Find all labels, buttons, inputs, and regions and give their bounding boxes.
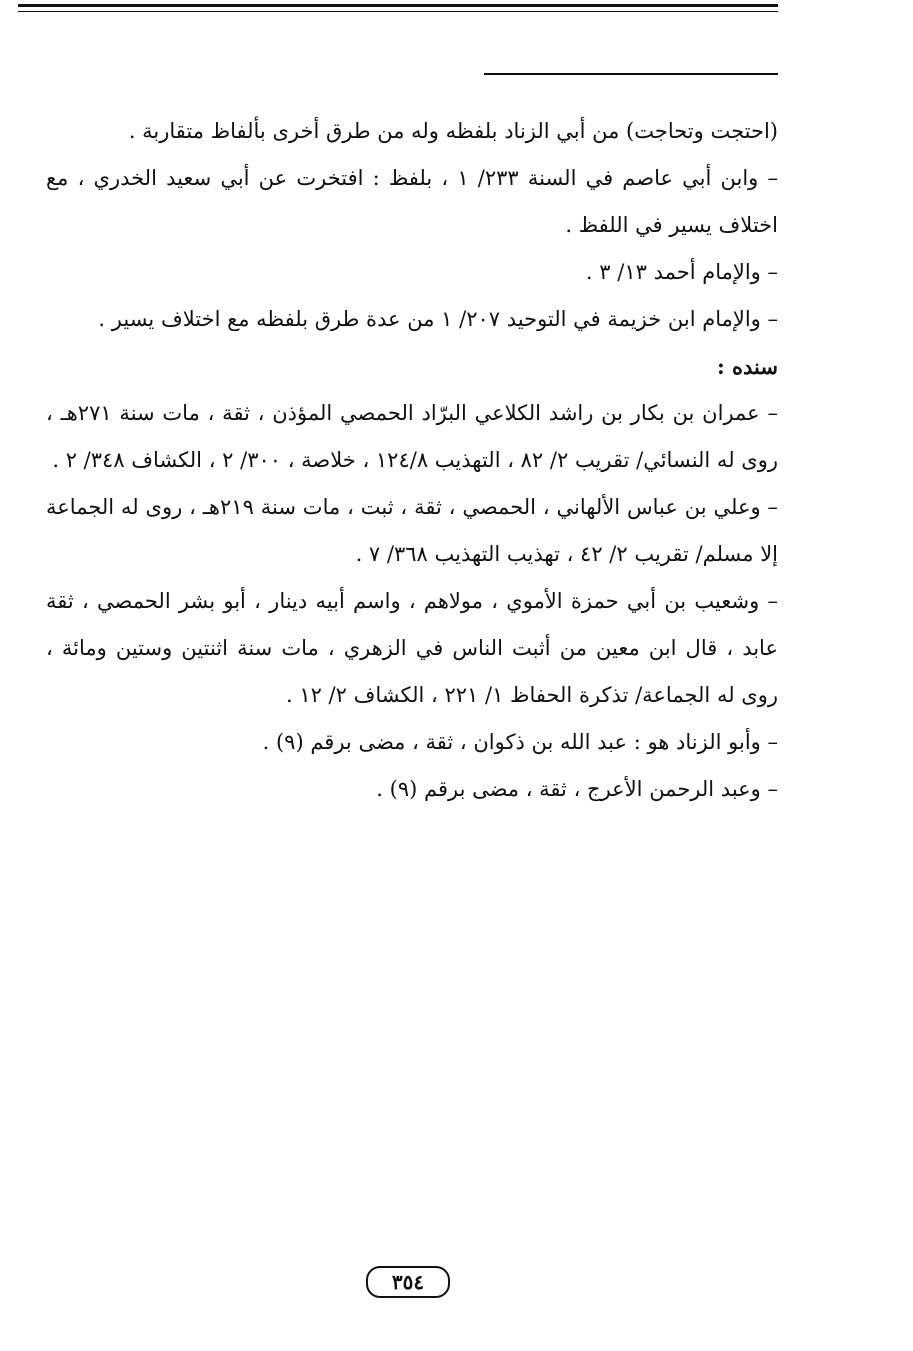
top-rule-thick [18,4,778,7]
page-body [46,108,778,813]
paragraph-1: (احتجت وتحاجت) من أبي الزناد بلفظه وله من طرق أخرى بألفاظ متقاربة . [128,119,778,143]
narrator-5: – وعبد الرحمن الأعرج ، ثقة ، مضى برقم (٩) . [376,777,778,801]
narrator-2: – وعلي بن عباس الألهاني ، الحمصي ، ثقة ، ثبت ، مات سنة ٢١٩هـ ، روى له الجماعة إلا مسلم/ تقريب ٢/ ٤٢ ، تهذيب التهذيب ٣٦٨/ ٧ . [46,495,779,566]
narrator-1: – عمران بن بكار بن راشد الكلاعي البرّاد الحمصي المؤذن ، ثقة ، مات سنة ٢٧١هـ ، روى له النسائي/ تقريب ٢/ ٨٢ ، التهذيب ١٢٤/٨ ، خلاصة ، ٣٠٠/ ٢ ، الكشاف ٣٤٨/ ٢ . [46,401,778,472]
section-heading: سنده : [716,354,778,379]
top-rule-thin [18,11,778,12]
narrator-4: – وأبو الزناد هو : عبد الله بن ذكوان ، ثقة ، مضى برقم (٩) . [262,730,778,754]
paragraph-4: – والإمام ابن خزيمة في التوحيد ٢٠٧/ ١ من عدة طرق بلفظه مع اختلاف يسير . [98,307,778,331]
paragraph-3: – والإمام أحمد ١٣/ ٣ . [585,260,778,284]
narrator-3: – وشعيب بن أبي حمزة الأموي ، مولاهم ، واسم أبيه دينار ، أبو بشر الحمصي ، ثقة عابد ، قال ابن معين من أثبت الناس في الزهري ، مات سنة اثنتين وستين ومائة ، روى له الجماعة/ تذكرة الحفاظ ١/ ٢٢١ ، الكشاف ٢/ ١٢ . [46,589,778,707]
footnote-separator-rule [484,73,778,75]
page-number: ٣٥٤ [366,1266,450,1298]
paragraph-2: – وابن أبي عاصم في السنة ٢٣٣/ ١ ، بلفظ : افتخرت عن أبي سعيد الخدري ، مع اختلاف يسير في اللفظ . [46,166,778,237]
